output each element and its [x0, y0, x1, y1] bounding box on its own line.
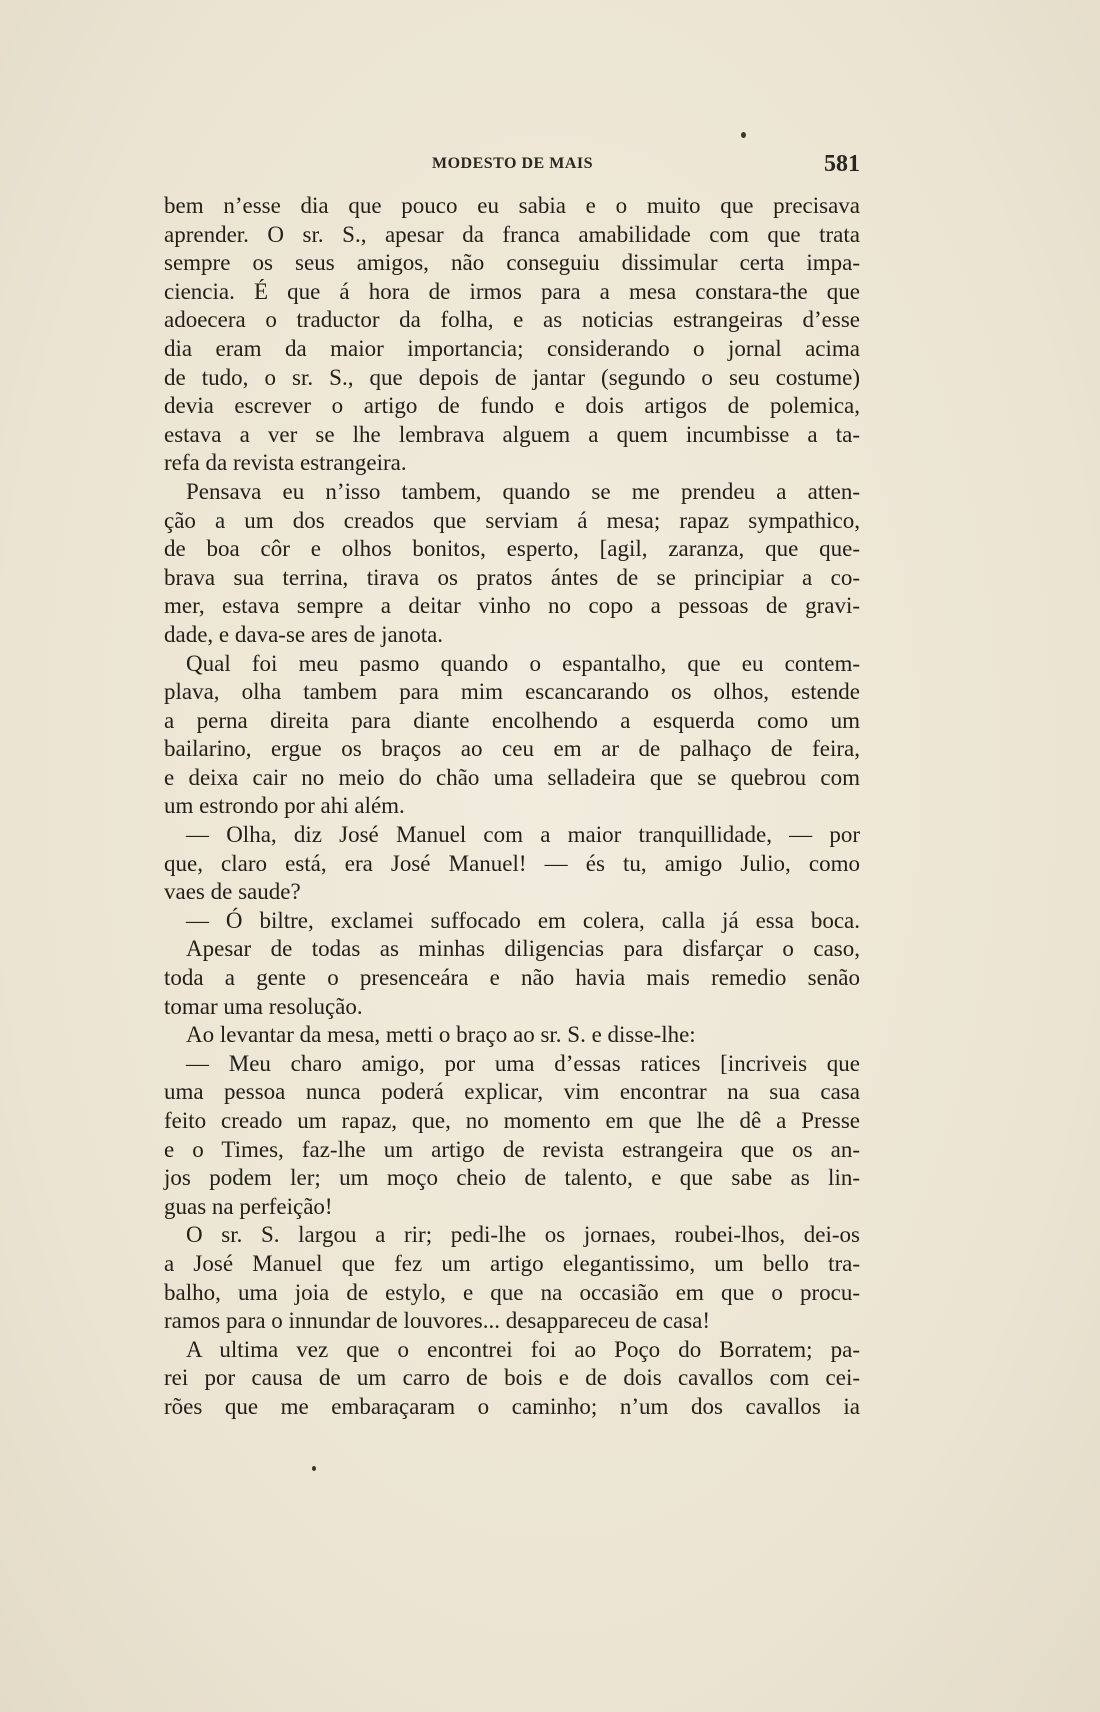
- text-line: A ultima vez que o encontrei foi ao Poço do Borratem; pa-: [186, 1336, 860, 1362]
- text-line: bailarino, ergue os braços ao ceu em ar de palhaço de feira,: [164, 736, 860, 762]
- page-number: 581: [824, 151, 860, 177]
- text-line: guas na perfeição!: [164, 1193, 333, 1219]
- text-line: Ao levantar da mesa, metti o braço ao sr. S. e disse-lhe:: [186, 1022, 696, 1048]
- text-line: de tudo, o sr. S., que depois de jantar (segundo o seu costume): [164, 364, 860, 390]
- text-line: plava, olha tambem para mim escancarando os olhos, estende: [164, 679, 860, 705]
- text-line: uma pessoa nunca poderá explicar, vim encontrar na sua casa: [164, 1079, 860, 1105]
- text-line: aprender. O sr. S., apesar da franca amabilidade com que trata: [164, 221, 860, 247]
- ink-speck: [741, 132, 746, 138]
- text-line: estava a ver se lhe lembrava alguem a quem incumbisse a ta-: [164, 421, 860, 447]
- text-line: e o Times, faz-lhe um artigo de revista estrangeira que os an-: [164, 1136, 860, 1162]
- text-line: bem n’esse dia que pouco eu sabia e o muito que precisava: [164, 193, 860, 218]
- text-line: devia escrever o artigo de fundo e dois artigos de polemica,: [164, 393, 860, 419]
- body-text: [164, 192, 860, 1422]
- text-line: O sr. S. largou a rir; pedi-lhe os jornaes, roubei-lhos, dei-os: [186, 1222, 860, 1248]
- text-line: de boa côr e olhos bonitos, esperto, [agil, zaranza, que que-: [164, 536, 860, 562]
- text-line: rei por causa de um carro de bois e de dois cavallos com cei-: [164, 1365, 860, 1391]
- text-line: mer, estava sempre a deitar vinho no copo a pessoas de gravi-: [164, 593, 860, 619]
- text-line: a José Manuel que fez um artigo elegantissimo, um bello tra-: [164, 1250, 860, 1276]
- text-line: toda a gente o presenceára e não havia mais remedio senão: [164, 965, 860, 991]
- text-line: adoecera o traductor da folha, e as noticias estrangeiras d’esse: [164, 307, 860, 333]
- text-line: dade, e dava-se ares de janota.: [164, 621, 444, 647]
- text-line: ção a um dos creados que serviam á mesa; rapaz sympathico,: [164, 507, 860, 533]
- text-line: balho, uma joia de estylo, e que na occasião em que o procu-: [164, 1279, 860, 1305]
- text-line: e deixa cair no meio do chão uma selladeira que se quebrou com: [164, 764, 860, 790]
- text-line: ramos para o innundar de louvores... desappareceu de casa!: [164, 1308, 711, 1334]
- text-line: Qual foi meu pasmo quando o espantalho, que eu contem-: [186, 650, 860, 676]
- text-line: que, claro está, era José Manuel! — és tu, amigo Julio, como: [164, 850, 860, 876]
- text-line: Apesar de todas as minhas diligencias para disfarçar o caso,: [186, 936, 860, 962]
- text-line: feito creado um rapaz, que, no momento em que lhe dê a Presse: [164, 1108, 860, 1133]
- text-line: Pensava eu n’isso tambem, quando se me prendeu a atten-: [186, 478, 860, 504]
- text-line: — Olha, diz José Manuel com a maior tranquillidade, — por: [186, 822, 860, 848]
- text-line: dia eram da maior importancia; considerando o jornal acima: [164, 335, 860, 361]
- text-line: tomar uma resolução.: [164, 993, 363, 1019]
- text-line: ciencia. É que á hora de irmos para a mesa constara-the que: [164, 278, 860, 304]
- text-line: — Meu charo amigo, por uma d’essas ratices [incriveis que: [186, 1050, 860, 1076]
- ink-speck: [312, 1466, 316, 1471]
- text-line: sempre os seus amigos, não conseguiu dissimular certa impa-: [164, 250, 860, 276]
- text-line: — Ó biltre, exclamei suffocado em colera, calla já essa boca.: [186, 907, 860, 933]
- running-title: MODESTO DE MAIS: [432, 155, 594, 172]
- text-line: jos podem ler; um moço cheio de talento, e que sabe as lin-: [164, 1165, 860, 1191]
- text-line: um estrondo por ahi além.: [164, 793, 405, 819]
- text-line: vaes de saude?: [164, 879, 301, 905]
- text-line: refa da revista estrangeira.: [164, 450, 407, 476]
- text-line: rões que me embaraçaram o caminho; n’um dos cavallos ia: [164, 1393, 860, 1419]
- text-line: brava sua terrina, tirava os pratos ántes de se principiar a co-: [164, 564, 860, 590]
- text-line: a perna direita para diante encolhendo a esquerda como um: [164, 707, 860, 733]
- page-header: [164, 151, 860, 185]
